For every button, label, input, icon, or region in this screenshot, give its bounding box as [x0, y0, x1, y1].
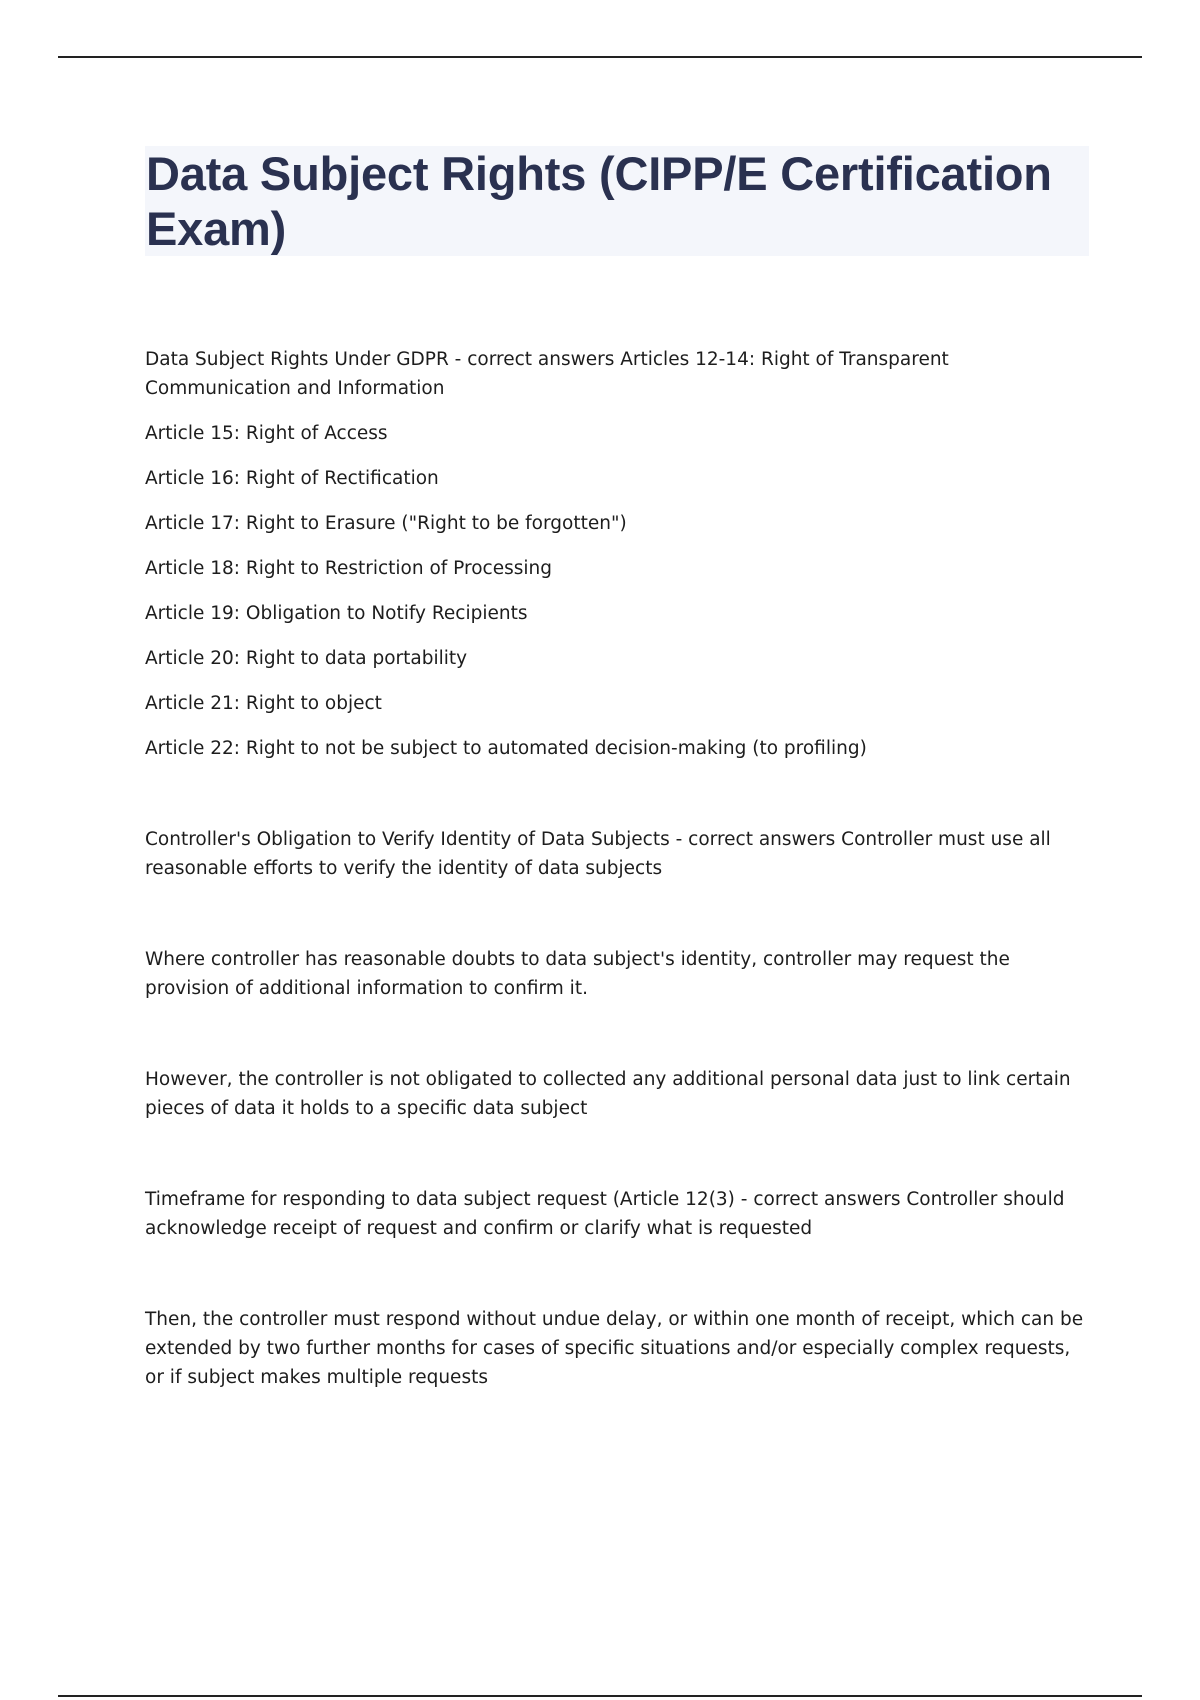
- article-item: Article 19: Obligation to Notify Recipients: [145, 603, 528, 624]
- paragraph: Controller's Obligation to Verify Identity of Data Subjects - correct answers Controller must use all reasonable efforts to verify the identity of data subjects: [145, 829, 1051, 879]
- article-item: Article 17: Right to Erasure ("Right to be forgotten"): [145, 513, 627, 534]
- document-title: Data Subject Rights (CIPP/E Certification Exam): [146, 147, 1052, 255]
- article-item: Article 15: Right of Access: [145, 423, 388, 444]
- article-item: Article 21: Right to object: [145, 693, 382, 714]
- title-banner: [145, 146, 1089, 256]
- paragraph: Where controller has reasonable doubts to data subject's identity, controller may request the provision of additional information to confirm it.: [145, 949, 1010, 999]
- paragraph: However, the controller is not obligated to collected any additional personal data just to link certain pieces of data it holds to a specific data subject: [145, 1069, 1071, 1119]
- article-item: Article 22: Right to not be subject to automated decision-making (to profiling): [145, 738, 867, 759]
- article-item: Article 16: Right of Rectification: [145, 468, 439, 489]
- document-body: [145, 345, 1090, 1392]
- first-entry: Data Subject Rights Under GDPR - correct answers Articles 12-14: Right of Transparent Communication and Information: [145, 349, 949, 399]
- article-item: Article 20: Right to data portability: [145, 648, 468, 669]
- bottom-divider: [58, 1695, 1142, 1697]
- top-divider: [58, 56, 1142, 58]
- article-item: Article 18: Right to Restriction of Processing: [145, 558, 552, 579]
- paragraph: Timeframe for responding to data subject request (Article 12(3) - correct answers Controller should acknowledge receipt of request and confirm or clarify what is requested: [145, 1189, 1065, 1239]
- paragraph: Then, the controller must respond without undue delay, or within one month of receipt, which can be extended by two further months for cases of specific situations and/or especially complex requests, or if subject makes multiple requests: [145, 1309, 1084, 1388]
